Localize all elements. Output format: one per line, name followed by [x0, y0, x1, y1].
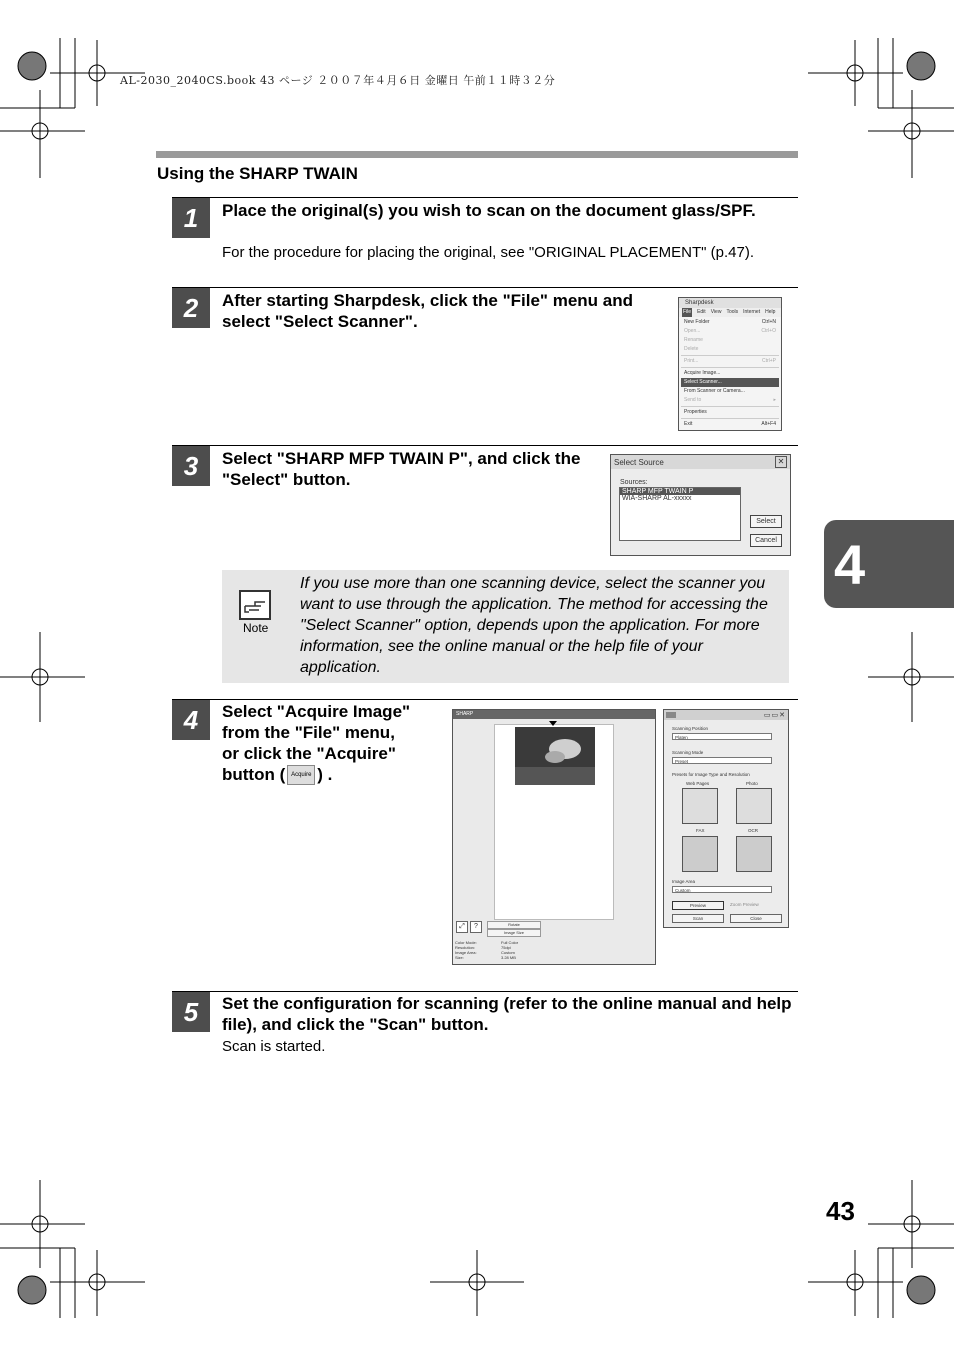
zoom-preview-checkbox[interactable]: Zoom Preview	[730, 902, 759, 907]
sharpdesk-menu-item[interactable]	[681, 336, 779, 345]
close-icon[interactable]: ✕	[775, 456, 787, 468]
sources-label: Sources:	[620, 479, 648, 486]
sharpdesk-menubar-item[interactable]: File	[683, 309, 692, 315]
step-5-heading: Set the configuration for scanning (refer to the online manual and help file), and click the "Scan" button.	[222, 994, 792, 1034]
step-number-5: 5	[172, 992, 210, 1032]
sharpdesk-menu-item[interactable]	[681, 327, 779, 336]
select-source-dialog	[610, 454, 791, 556]
menu-item-label: New Folder	[684, 319, 710, 325]
menu-item-label: Exit	[684, 421, 693, 427]
step-divider	[172, 445, 798, 446]
source-item[interactable]: WIA-SHARP AL-xxxxx	[622, 495, 692, 502]
image-size-button[interactable]: Image Size	[487, 929, 541, 937]
scanning-mode-select[interactable]: Preset	[672, 757, 772, 764]
step-4-line: button (	[222, 765, 286, 784]
help-icon[interactable]: ?	[470, 921, 482, 933]
image-area-label: Image Area	[672, 879, 696, 884]
menu-item-label: Properties	[684, 409, 707, 415]
section-title: Using the SHARP TWAIN	[157, 164, 358, 183]
select-source-title: Select Source	[614, 458, 664, 467]
menu-item-shortcut: Ctrl+O	[761, 328, 776, 334]
sharpdesk-menubar	[679, 308, 781, 317]
menu-item-label: Delete	[684, 346, 699, 352]
sources-list	[619, 487, 741, 541]
scanning-position-label: Scanning Position	[672, 726, 709, 731]
menu-item-label: Select Scanner...	[684, 379, 722, 385]
menu-item-shortcut: Alt+F4	[761, 421, 776, 427]
step-divider	[172, 287, 798, 288]
sharpdesk-menu-item[interactable]	[681, 408, 779, 417]
step-divider	[172, 197, 798, 198]
sharpdesk-menubar-item[interactable]: Internet	[743, 309, 761, 315]
step-divider	[172, 991, 798, 992]
preset-ocr-icon[interactable]	[736, 836, 772, 872]
menu-item-label: Open...	[684, 328, 701, 334]
step-1-body: For the procedure for placing the original, see "ORIGINAL PLACEMENT" (p.47).	[222, 244, 754, 261]
note-hand-icon	[239, 590, 271, 620]
preset-web-icon[interactable]	[682, 788, 718, 824]
scroll-marker-icon	[549, 721, 557, 726]
preset-fax-label: FAX	[696, 828, 705, 833]
twain-preview-window	[452, 709, 656, 965]
select-button[interactable]: Select	[750, 515, 782, 528]
source-item-selected[interactable]: SHARP MFP TWAIN P	[620, 488, 740, 495]
preset-fax-icon[interactable]	[682, 836, 718, 872]
info-label: Image Area:	[455, 950, 477, 955]
step-1-heading: Place the original(s) you wish to scan on the document glass/SPF.	[222, 201, 756, 220]
close-button[interactable]: Close	[730, 914, 782, 923]
rotate-button[interactable]: Rotate	[487, 921, 541, 929]
sharpdesk-menu-item[interactable]	[681, 357, 779, 366]
sharpdesk-menu-item[interactable]	[681, 387, 779, 396]
scanning-position-select[interactable]: Platen	[672, 733, 772, 740]
image-area-select[interactable]: Custom	[672, 886, 772, 893]
sharpdesk-menubar-item[interactable]: View	[710, 309, 722, 315]
presets-label: Presets for Image Type and Resolution	[672, 772, 750, 777]
info-label: Resolution:	[455, 945, 476, 950]
file-header: AL-2030_2040CS.book 43 ページ ２００７年４月６日 金曜日 午前１１時３２分	[120, 74, 556, 87]
preset-web-label: Web Pages	[686, 781, 710, 786]
step-number-4: 4	[172, 700, 210, 740]
preview-photo	[515, 727, 595, 785]
menu-item-label: From Scanner or Camera...	[684, 388, 745, 394]
section-bar	[156, 151, 798, 158]
menu-separator	[681, 406, 779, 407]
menu-separator	[681, 367, 779, 368]
sharpdesk-menubar-item[interactable]: Tools	[726, 309, 739, 315]
note-label: Note	[243, 621, 269, 635]
sharpdesk-title: Sharpdesk	[679, 298, 781, 308]
step-4-heading	[222, 701, 447, 785]
step-number-3: 3	[172, 446, 210, 486]
page-number: 43	[826, 1196, 855, 1226]
menu-item-label: Rename	[684, 337, 703, 343]
step-divider	[172, 699, 798, 700]
info-label: Size:	[455, 955, 464, 960]
window-controls-icon[interactable]: ▭▭✕	[763, 712, 786, 719]
sharpdesk-menu-item[interactable]	[681, 318, 779, 327]
menu-item-label: Send to	[684, 397, 702, 403]
step-3-heading: Select "SHARP MFP TWAIN P", and click the "Select" button.	[222, 449, 581, 489]
preset-photo-icon[interactable]	[736, 788, 772, 824]
sharpdesk-menubar-item[interactable]: Help	[765, 309, 776, 315]
cancel-button[interactable]: Cancel	[750, 534, 782, 547]
sharpdesk-menu-item[interactable]	[681, 345, 779, 354]
step-5-body: Scan is started.	[222, 1038, 326, 1055]
menu-item-shortcut: ▸	[773, 397, 776, 403]
note-text: If you use more than one scanning device, select the scanner you want to use through the application. The method for accessing the "Select Scanner" option, depends upon the application. For more information, see the online manual or the help file of your application.	[300, 575, 768, 676]
preview-area	[494, 724, 614, 920]
info-label: Color Mode:	[455, 940, 477, 945]
preset-photo-label: Photo	[746, 781, 758, 786]
step-2-heading: After starting Sharpdesk, click the "File" menu and select "Select Scanner".	[222, 291, 633, 331]
acquire-icon-label: Acquire	[291, 771, 312, 778]
chapter-tab: 4	[824, 520, 954, 608]
sharpdesk-menu-item[interactable]	[681, 396, 779, 405]
menu-item-label: Acquire Image...	[684, 370, 721, 376]
scan-button[interactable]: Scan	[672, 914, 724, 923]
info-value: 75dpi	[501, 945, 511, 950]
crop-icon[interactable]: ⤢	[456, 921, 468, 933]
preview-button[interactable]: Preview	[672, 901, 724, 910]
scanning-mode-label: Scanning Mode	[672, 750, 704, 755]
menu-separator	[681, 355, 779, 356]
info-value: Custom	[501, 950, 515, 955]
step-4-line: ) .	[317, 765, 333, 784]
twain-settings-dialog	[663, 709, 789, 928]
step-4-line: from the "File" menu,	[222, 723, 395, 742]
info-value: Full Color	[501, 940, 519, 945]
info-value: 3.28 MB	[501, 955, 516, 960]
step-4-line: or click the "Acquire"	[222, 744, 396, 763]
preset-ocr-label: OCR	[748, 828, 758, 833]
menu-item-label: Print...	[684, 358, 699, 364]
step-number-2: 2	[172, 288, 210, 328]
acquire-button-icon	[287, 765, 315, 785]
app-icon	[666, 712, 676, 718]
twain-info-panel	[455, 940, 518, 960]
sharpdesk-file-menu-screenshot	[678, 297, 782, 431]
menu-separator	[681, 418, 779, 419]
sharpdesk-menu-item[interactable]	[681, 369, 779, 378]
sharpdesk-menu-list	[679, 317, 781, 430]
sharpdesk-menu-item[interactable]	[681, 378, 779, 387]
step-number-1: 1	[172, 198, 210, 238]
twain-title: SHARP	[453, 710, 655, 719]
step-4-line: Select "Acquire Image"	[222, 702, 411, 721]
sharpdesk-menubar-item[interactable]: Edit	[697, 309, 706, 315]
menu-item-shortcut: Ctrl+N	[761, 319, 776, 325]
menu-item-shortcut: Ctrl+P	[761, 358, 776, 364]
twain-info-row	[455, 955, 518, 960]
sharpdesk-menu-item[interactable]	[681, 420, 779, 429]
